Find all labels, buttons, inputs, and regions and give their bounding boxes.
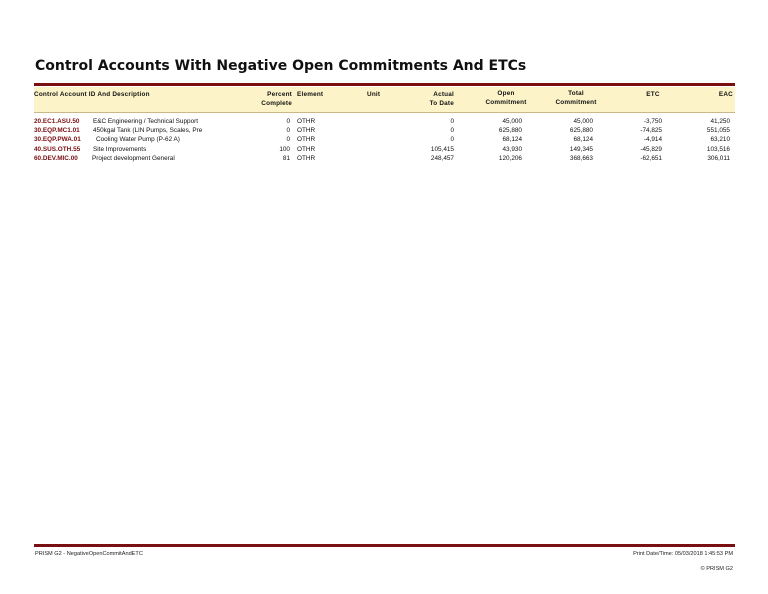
element: OTHR (297, 136, 316, 143)
header-open-commitment: Open Commitment (485, 90, 527, 106)
account-id: 60.DEV.MIC.00 (34, 155, 78, 162)
total-commitment: 68,124 (573, 136, 593, 143)
table-row (0, 135, 768, 144)
etc-value: -3,750 (643, 118, 662, 125)
open-commitment: 45,000 (502, 118, 522, 125)
header-eac: EAC (718, 91, 733, 98)
header-percent: Percent Complete (261, 91, 292, 107)
percent-complete: 81 (282, 155, 290, 162)
open-commitment: 120,206 (498, 155, 522, 162)
account-description: E&C Engineering / Technical Support (93, 118, 199, 125)
eac-value: 551,055 (706, 127, 730, 134)
element: OTHR (297, 155, 316, 162)
table-row (0, 117, 768, 126)
element: OTHR (297, 127, 316, 134)
table-row (0, 154, 768, 163)
etc-value: -74,825 (640, 127, 662, 134)
total-commitment: 45,000 (573, 118, 593, 125)
actual-to-date: 0 (450, 118, 454, 125)
eac-value: 63,210 (710, 136, 730, 143)
header-element: Element (297, 91, 324, 98)
actual-to-date: 0 (450, 127, 454, 134)
top-rule (34, 83, 735, 86)
percent-complete: 0 (286, 118, 290, 125)
etc-value: -45,829 (640, 146, 662, 153)
account-description: Cooling Water Pump (P-62 A) (96, 136, 180, 143)
header-total-commitment: Total Commitment (555, 90, 597, 106)
account-description: 450kgal Tank (LIN Pumps, Scales, Pre (93, 127, 203, 134)
footer-report-name: PRISM G2 - NegativeOpenCommitAndETC (35, 551, 143, 557)
etc-value: -4,914 (643, 136, 662, 143)
eac-value: 306,011 (707, 155, 730, 162)
header-actual: Actual To Date (429, 91, 454, 107)
percent-complete: 0 (286, 127, 290, 134)
header-unit: Unit (367, 91, 381, 98)
table-row (0, 126, 768, 135)
bottom-rule (34, 544, 735, 547)
element: OTHR (297, 146, 316, 153)
total-commitment: 625,880 (569, 127, 593, 134)
account-id: 20.EC1.ASU.50 (34, 118, 80, 125)
etc-value: -62,651 (640, 155, 662, 162)
actual-to-date: 0 (450, 136, 454, 143)
page-title: Control Accounts With Negative Open Commitments And ETCs (35, 58, 527, 74)
table-header (34, 87, 735, 113)
header-etc: ETC (646, 91, 660, 98)
table-row (0, 145, 768, 154)
actual-to-date: 248,457 (430, 155, 454, 162)
total-commitment: 368,663 (569, 155, 593, 162)
account-description: Site Improvements (93, 146, 147, 153)
header-account: Control Account ID And Description (34, 91, 150, 98)
element: OTHR (297, 118, 316, 125)
account-id: 30.EQP.MC1.01 (34, 127, 80, 134)
percent-complete: 100 (279, 146, 290, 153)
percent-complete: 0 (286, 136, 290, 143)
eac-value: 103,516 (706, 146, 730, 153)
account-description: Project development General (92, 155, 175, 162)
actual-to-date: 105,415 (430, 146, 454, 153)
account-id: 40.SUS.OTH.55 (34, 146, 81, 153)
eac-value: 41,250 (710, 118, 730, 125)
open-commitment: 625,880 (498, 127, 522, 134)
total-commitment: 149,345 (569, 146, 593, 153)
open-commitment: 68,124 (502, 136, 522, 143)
footer-print-datetime: Print Date/Time: 05/03/2018 1:45:53 PM (633, 551, 733, 557)
account-id: 30.EQP.PWA.01 (34, 136, 81, 143)
footer-copyright: © PRISM G2 (700, 566, 733, 572)
open-commitment: 43,930 (502, 146, 522, 153)
